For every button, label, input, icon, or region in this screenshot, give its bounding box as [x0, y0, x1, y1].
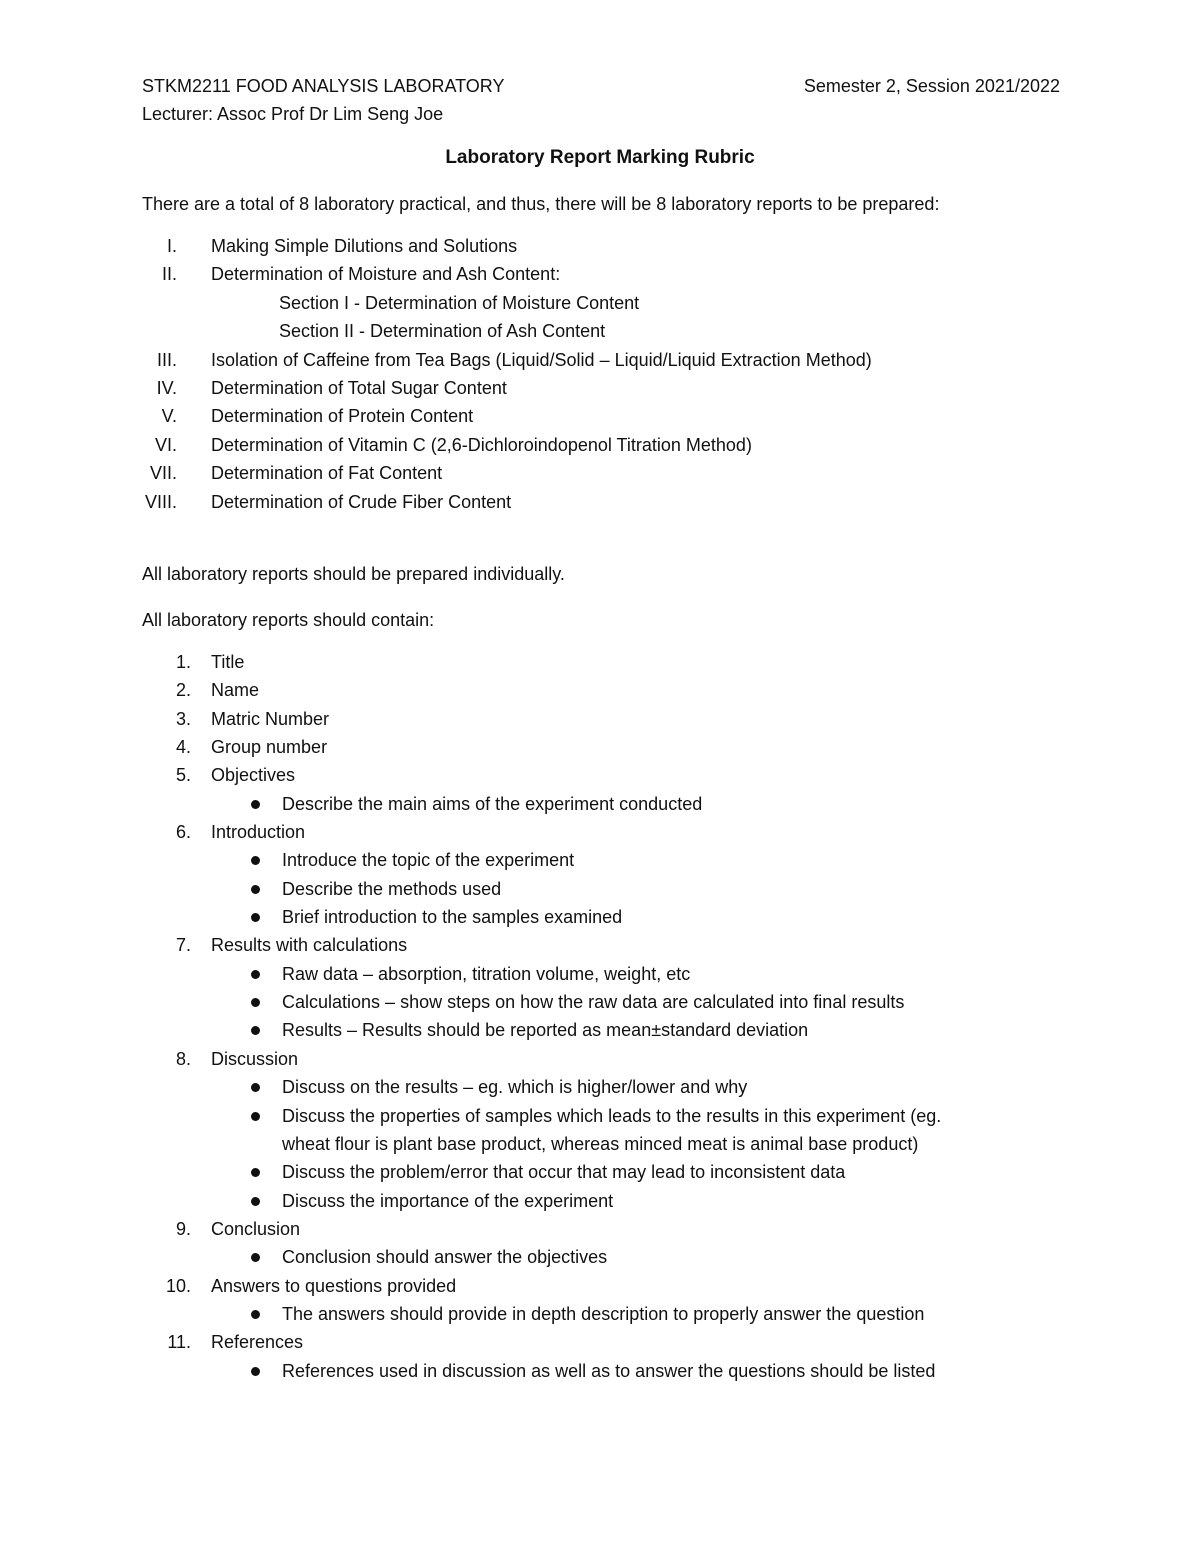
bullet-dot-icon: [251, 856, 260, 865]
practical-item: [0, 346, 1200, 374]
content-text: Title: [211, 652, 245, 672]
practical-number: III.: [156, 349, 177, 370]
content-item: [0, 931, 1200, 959]
bullet-item: [0, 846, 1200, 874]
bullet-item: [0, 1187, 1200, 1215]
bullet-item: [0, 903, 1200, 931]
content-text: Objectives: [211, 765, 296, 786]
content-number: 6.: [175, 822, 191, 843]
practical-item: [0, 232, 1200, 260]
practical-number: VIII.: [144, 491, 177, 512]
bullet-dot-icon: [251, 1168, 260, 1177]
content-text: Answers to questions provided: [211, 1275, 457, 1296]
content-number: 8.: [175, 1048, 191, 1069]
content-number: 10.: [165, 1275, 191, 1296]
content-number: 4.: [175, 737, 191, 758]
bullet-item: [0, 960, 1200, 988]
practical-item: [0, 374, 1200, 402]
practical-text: Determination of Fat Content: [211, 463, 443, 484]
semester-info: Semester 2, Session 2021/2022: [803, 76, 1060, 96]
content-item: [0, 1272, 1200, 1300]
bullet-item: [0, 1357, 1200, 1385]
bullet-text: Introduce the topic of the experiment: [282, 850, 575, 871]
practical-text: Determination of Crude Fiber Content: [211, 491, 512, 512]
bullet-text: Raw data – absorption, titration volume, weight, etc: [282, 963, 691, 984]
content-text: Discussion: [211, 1048, 299, 1069]
content-text: Name: [211, 680, 260, 701]
bullet-dot-icon: [251, 1083, 260, 1092]
individual-note: All laboratory reports should be prepared individually.: [142, 564, 565, 584]
content-item: [0, 676, 1200, 704]
bullet-item: [0, 790, 1200, 818]
bullet-item: [0, 1243, 1200, 1271]
content-number: 9.: [175, 1218, 191, 1239]
practical-text: Determination of Total Sugar Content: [211, 377, 507, 398]
document-title: Laboratory Report Marking Rubric: [445, 147, 755, 168]
content-number: 3.: [175, 708, 191, 729]
bullet-text: References used in discussion as well as to answer the questions should be listed: [282, 1360, 936, 1381]
bullet-item: [0, 1102, 1200, 1130]
course-title: STKM2211 FOOD ANALYSIS LABORATORY: [142, 76, 505, 96]
content-text: Group number: [211, 737, 328, 758]
practical-number: I.: [166, 236, 177, 256]
bullet-text: Discuss on the results – eg. which is higher/lower and why: [282, 1077, 748, 1098]
content-item: [0, 705, 1200, 733]
bullet-item: [0, 1073, 1200, 1101]
bullet-dot-icon: [251, 1253, 260, 1262]
bullet-dot-icon: [251, 1367, 260, 1376]
bullet-text: The answers should provide in depth description to properly answer the question: [282, 1303, 925, 1324]
bullet-text: Results – Results should be reported as mean±standard deviation: [282, 1020, 809, 1041]
practical-number: II.: [161, 264, 177, 285]
bullet-text: Discuss the importance of the experiment: [282, 1190, 614, 1211]
practical-text: Determination of Moisture and Ash Content:: [211, 264, 561, 285]
content-item: [0, 1215, 1200, 1243]
bullet-text: Describe the methods used: [282, 878, 502, 899]
lecturer-name: Lecturer: Assoc Prof Dr Lim Seng Joe: [142, 104, 444, 124]
bullet-dot-icon: [251, 1310, 260, 1319]
practical-section-item: [0, 289, 1200, 317]
practical-text: Determination of Protein Content: [211, 406, 474, 427]
intro-paragraph: There are a total of 8 laboratory practical, and thus, there will be 8 laboratory reports to be prepared:: [142, 194, 940, 214]
content-item: [0, 1328, 1200, 1356]
bullet-dot-icon: [251, 1026, 260, 1035]
bullet-dot-icon: [251, 1112, 260, 1121]
practical-number: VI.: [154, 434, 177, 455]
content-number: 5.: [175, 765, 191, 786]
content-text: Results with calculations: [211, 935, 408, 956]
practical-item: [0, 459, 1200, 487]
bullet-dot-icon: [251, 913, 260, 922]
page-header: [142, 72, 1060, 100]
practical-section-item: [0, 317, 1200, 345]
practical-item: [0, 431, 1200, 459]
content-number: 11.: [167, 1332, 191, 1353]
content-item: [0, 1045, 1200, 1073]
bullet-text: Discuss the properties of samples which leads to the results in this experiment (eg.: [282, 1105, 942, 1126]
practical-text: Section I - Determination of Moisture Content: [279, 292, 640, 313]
bullet-dot-icon: [251, 1197, 260, 1206]
practical-number: V.: [161, 406, 177, 427]
bullet-text: Calculations – show steps on how the raw data are calculated into final results: [282, 992, 905, 1013]
bullet-item: [0, 1158, 1200, 1186]
bullet-item: [0, 1016, 1200, 1044]
bullet-text: Discuss the problem/error that occur that may lead to inconsistent data: [282, 1162, 846, 1183]
practical-number: IV.: [156, 377, 177, 398]
bullet-text: Brief introduction to the samples examined: [282, 907, 623, 928]
content-text: Conclusion: [211, 1218, 301, 1239]
practicals-list: [0, 232, 1200, 516]
content-item: [0, 648, 1200, 676]
bullet-item: [0, 875, 1200, 903]
content-text: References: [211, 1332, 304, 1353]
bullet-item: [0, 1130, 1200, 1158]
bullet-dot-icon: [251, 885, 260, 894]
practical-number: VII.: [149, 463, 177, 484]
content-number: 2.: [175, 680, 191, 701]
bullet-dot-icon: [251, 970, 260, 979]
bullet-text: Conclusion should answer the objectives: [282, 1247, 608, 1268]
practical-text: Making Simple Dilutions and Solutions: [211, 236, 518, 256]
content-item: [0, 733, 1200, 761]
content-item: [0, 818, 1200, 846]
content-text: Matric Number: [211, 708, 330, 729]
content-number: 1.: [175, 652, 191, 672]
bullet-item: [0, 988, 1200, 1016]
practical-text: Determination of Vitamin C (2,6-Dichloroindopenol Titration Method): [211, 434, 752, 455]
bullet-item: [0, 1300, 1200, 1328]
report-contents-list: [0, 648, 1200, 1385]
practical-text: Isolation of Caffeine from Tea Bags (Liquid/Solid – Liquid/Liquid Extraction Method): [211, 349, 872, 370]
bullet-text: wheat flour is plant base product, whereas minced meat is animal base product): [282, 1133, 919, 1154]
contents-note: All laboratory reports should contain:: [142, 610, 435, 630]
content-number: 7.: [175, 935, 191, 956]
practical-text: Section II - Determination of Ash Content: [279, 321, 606, 342]
content-text: Introduction: [211, 822, 306, 843]
practical-item: [0, 402, 1200, 430]
bullet-dot-icon: [251, 998, 260, 1007]
practical-item: [0, 260, 1200, 288]
practical-item: [0, 488, 1200, 516]
bullet-dot-icon: [251, 800, 260, 809]
bullet-text: Describe the main aims of the experiment conducted: [282, 793, 703, 814]
content-item: [0, 761, 1200, 789]
